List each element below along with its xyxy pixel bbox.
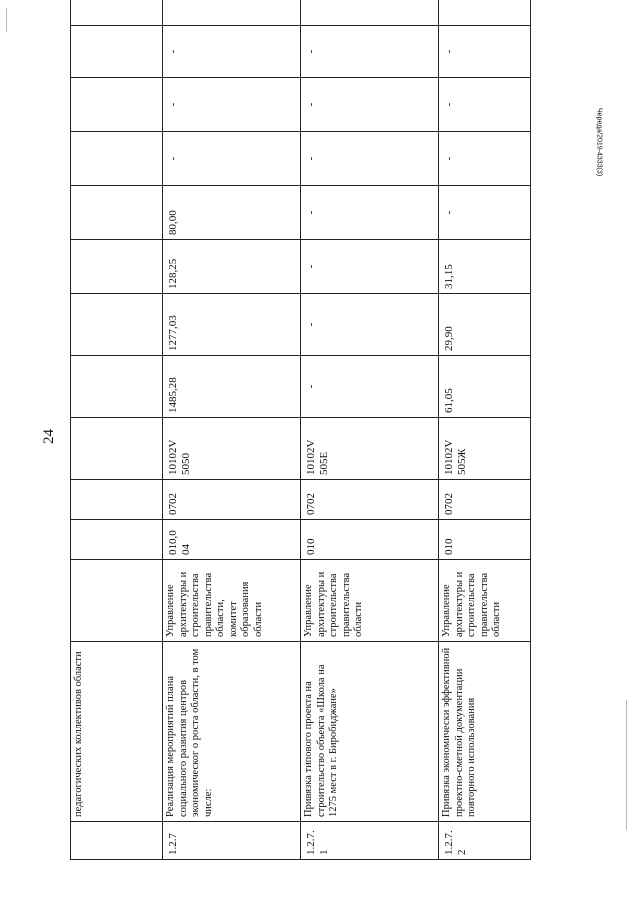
value-cell bbox=[71, 294, 163, 356]
value-cell bbox=[71, 240, 163, 294]
value-cell: - bbox=[301, 26, 439, 78]
table-row bbox=[163, 0, 301, 860]
table-row bbox=[71, 0, 163, 860]
scan-mark bbox=[6, 8, 7, 32]
executor-cell bbox=[71, 560, 163, 642]
value-cell bbox=[71, 186, 163, 240]
value-cell: - bbox=[163, 132, 301, 186]
value-cell bbox=[163, 0, 301, 26]
row-number-cell bbox=[71, 822, 163, 860]
measure-name-cell: Реализация мероприятий плана социального развития центров экономическог о роста области, в том числе: bbox=[163, 642, 301, 822]
executor-cell: Управление архитектуры и строительства правительства области bbox=[301, 560, 439, 642]
section-code-cell: 0702 bbox=[439, 480, 531, 520]
measure-name-cell: Привязка экономически эффективной проектно-сметной документации повторного использования bbox=[439, 642, 531, 822]
section-code-cell: 0702 bbox=[163, 480, 301, 520]
value-cell: - bbox=[163, 26, 301, 78]
value-cell: - bbox=[301, 186, 439, 240]
section-code-cell: 0702 bbox=[301, 480, 439, 520]
value-cell: - bbox=[301, 78, 439, 132]
budget-table bbox=[70, 0, 531, 860]
value-cell: - bbox=[301, 240, 439, 294]
value-cell: - bbox=[439, 26, 531, 78]
value-cell bbox=[439, 0, 531, 26]
value-cell: 1277,03 bbox=[163, 294, 301, 356]
value-cell: 29,90 bbox=[439, 294, 531, 356]
ministry-code-cell: 010 bbox=[301, 520, 439, 560]
value-cell: - bbox=[439, 132, 531, 186]
value-cell bbox=[71, 0, 163, 26]
value-cell bbox=[71, 78, 163, 132]
row-number-cell: 1.2.7. 2 bbox=[439, 822, 531, 860]
target-code-cell bbox=[71, 418, 163, 480]
value-cell bbox=[301, 0, 439, 26]
measure-name-cell: педагогических коллективов области bbox=[71, 642, 163, 822]
ministry-code-cell: 010,0 04 bbox=[163, 520, 301, 560]
table-row bbox=[439, 0, 531, 860]
document-stamp-text: Череда/2019-4333(3) bbox=[595, 108, 603, 177]
table-row bbox=[301, 0, 439, 860]
executor-cell: Управление архитектуры и строительства правительства области, комитет образования области bbox=[163, 560, 301, 642]
value-cell bbox=[71, 26, 163, 78]
measure-name-cell: Привязка типового проекта на строительство объекта «Школа на 1275 мест в г. Биробиджане» bbox=[301, 642, 439, 822]
value-cell: 1485,28 bbox=[163, 356, 301, 418]
target-code-cell: 10102V 5050 bbox=[163, 418, 301, 480]
page-number: 24 bbox=[41, 429, 57, 444]
document-stamp bbox=[593, 108, 605, 438]
value-cell: 31,15 bbox=[439, 240, 531, 294]
value-cell: - bbox=[301, 356, 439, 418]
value-cell: 80,00 bbox=[163, 186, 301, 240]
value-cell: - bbox=[439, 186, 531, 240]
budget-table-rotated bbox=[70, 50, 570, 860]
section-code-cell bbox=[71, 480, 163, 520]
scan-mark bbox=[626, 700, 627, 830]
value-cell: - bbox=[301, 132, 439, 186]
executor-cell: Управление архитектуры и строительства правительства области bbox=[439, 560, 531, 642]
row-number-cell: 1.2.7 bbox=[163, 822, 301, 860]
value-cell: 61,05 bbox=[439, 356, 531, 418]
ministry-code-cell: 010 bbox=[439, 520, 531, 560]
target-code-cell: 10102V 505Ж bbox=[439, 418, 531, 480]
ministry-code-cell bbox=[71, 520, 163, 560]
value-cell bbox=[71, 132, 163, 186]
value-cell: - bbox=[301, 294, 439, 356]
target-code-cell: 10102V 505Е bbox=[301, 418, 439, 480]
value-cell bbox=[71, 356, 163, 418]
value-cell: - bbox=[163, 78, 301, 132]
row-number-cell: 1.2.7. 1 bbox=[301, 822, 439, 860]
value-cell: 128,25 bbox=[163, 240, 301, 294]
value-cell: - bbox=[439, 78, 531, 132]
